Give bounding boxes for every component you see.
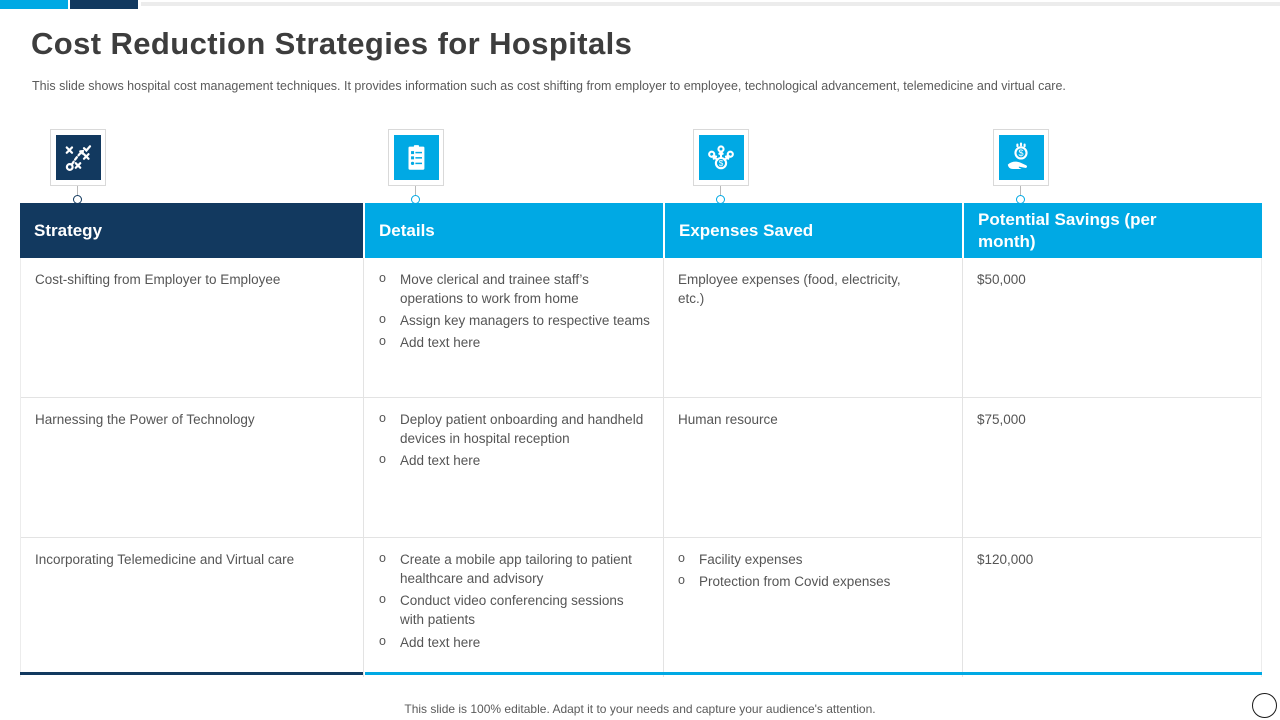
bullet-item [379, 591, 651, 629]
connector-dot [411, 195, 420, 204]
connector-dot [1016, 195, 1025, 204]
strategy-icon-box [50, 129, 106, 186]
bullet-text: Deploy patient onboarding and handheld devices in hospital reception [400, 412, 644, 447]
bullet-item [379, 410, 651, 448]
bullet-text: Assign key managers to respective teams [400, 313, 650, 329]
table-bottom-border-navy [20, 672, 363, 675]
table-row [21, 397, 1261, 537]
bullet-text: Create a mobile app tailoring to patient healthcare and advisory [400, 552, 632, 587]
bullet-item [379, 270, 651, 308]
strategy-cell: Cost-shifting from Employer to Employee [35, 272, 281, 287]
slide-subtitle: This slide shows hospital cost management techniques. It provides information such as cost shifting from employer to employee, technological advancement, telemedicine and virtual care. [32, 79, 1066, 93]
details-cell [363, 258, 663, 397]
bullet-item [678, 572, 912, 591]
bullet-text: Add text here [400, 335, 481, 351]
connector-dot [716, 195, 725, 204]
header-potential-savings [962, 203, 1262, 258]
table-bottom-border-cyan [365, 672, 1262, 675]
bullet-item [379, 633, 651, 652]
strategies-table [20, 203, 1262, 677]
bullet-marker: o [678, 573, 685, 588]
strategy-cell: Incorporating Telemedicine and Virtual care [35, 552, 295, 567]
bullet-marker: o [379, 312, 386, 327]
bullet-marker: o [379, 452, 386, 467]
bullet-text: Conduct video conferencing sessions with patients [400, 593, 624, 628]
savings-hand-icon [999, 135, 1044, 180]
topbar-accent-cyan [0, 0, 68, 9]
potential-savings-cell: $75,000 [962, 398, 1262, 537]
details-icon-box [388, 129, 444, 186]
bullet-marker: o [379, 334, 386, 349]
expenses-icon-box [693, 129, 749, 186]
bullet-item [379, 550, 651, 588]
checklist-document-icon [394, 135, 439, 180]
bullet-text: Add text here [400, 634, 481, 650]
table-row [21, 537, 1261, 677]
strategy-cell: Harnessing the Power of Technology [35, 412, 255, 427]
connector-dot [73, 195, 82, 204]
bullet-marker: o [678, 551, 685, 565]
bullet-item [379, 311, 651, 330]
bullet-item [678, 550, 912, 569]
bullet-text: Move clerical and trainee staff’s operations to work from home [400, 272, 589, 307]
footer-note: This slide is 100% editable. Adapt it to your needs and capture your audience's attention. [404, 702, 876, 716]
expense-distribution-icon [699, 135, 744, 180]
expenses-saved-cell: Human resource [663, 398, 962, 537]
svg-text:$: $ [1018, 147, 1024, 158]
bullet-item [379, 333, 651, 352]
corner-circle [1252, 693, 1277, 718]
svg-text:$: $ [718, 158, 724, 168]
bullet-text: Facility expenses [699, 552, 803, 567]
bullet-item [379, 451, 651, 470]
header-potential-savings-label: Potential Savings (per month) [978, 210, 1157, 251]
savings-icon-box [993, 129, 1049, 186]
bullet-marker: o [379, 592, 386, 607]
bullet-marker: o [379, 271, 386, 285]
topbar-accent-navy [70, 0, 138, 9]
table-header-row [20, 203, 1262, 258]
expenses-saved-cell [663, 538, 962, 677]
strategy-tactics-icon [56, 135, 101, 180]
potential-savings-cell: $50,000 [962, 258, 1262, 397]
bullet-marker: o [379, 411, 386, 425]
table-row [21, 258, 1261, 397]
header-expenses-saved: Expenses Saved [663, 203, 962, 258]
bullet-marker: o [379, 551, 386, 565]
bullet-text: Add text here [400, 453, 481, 469]
details-cell [363, 538, 663, 677]
header-details: Details [363, 203, 663, 258]
page-title: Cost Reduction Strategies for Hospitals [31, 26, 633, 61]
table-body [20, 258, 1262, 677]
topbar-line [141, 2, 1280, 6]
header-strategy: Strategy [20, 203, 363, 258]
details-cell [363, 398, 663, 537]
bullet-marker: o [379, 633, 386, 648]
potential-savings-cell: $120,000 [962, 538, 1262, 677]
expenses-saved-cell: Employee expenses (food, electricity, etc.) [663, 258, 962, 397]
bullet-text: Protection from Covid expenses [699, 574, 891, 590]
